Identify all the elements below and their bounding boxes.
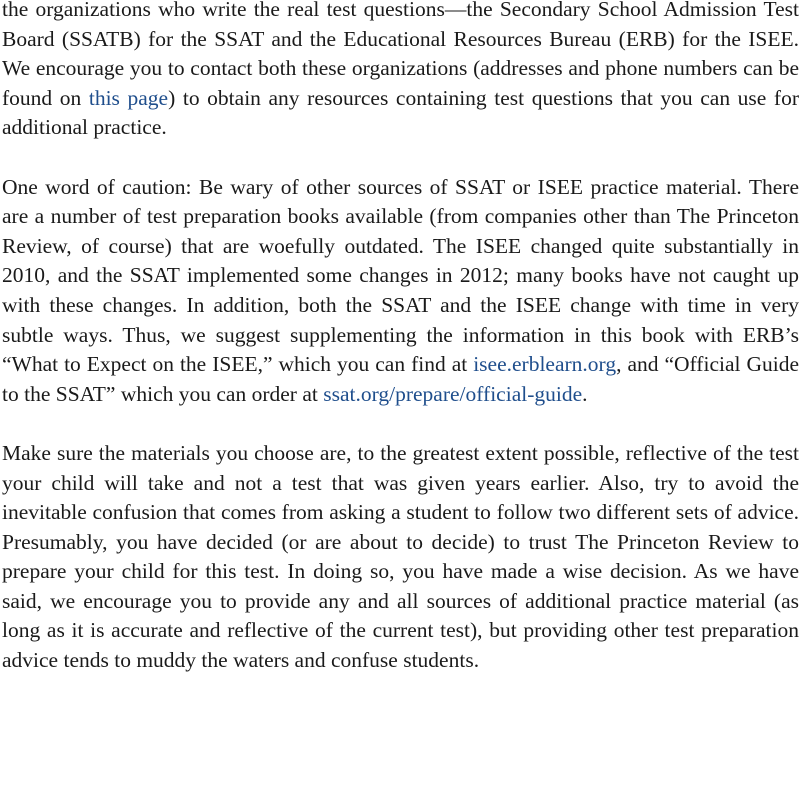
paragraph-text: . bbox=[582, 381, 588, 406]
document-page bbox=[2, 0, 799, 676]
paragraph-resources bbox=[2, 0, 799, 143]
isee-erblearn-link[interactable]: isee.erblearn.org bbox=[473, 352, 617, 377]
paragraph-text: the organizations who write the real test questions—the Secondary School Admission Test Board (SSATB) for the SSAT and the Educational Resources Bureau (ERB) for the ISEE. We encourage you to contact both these organizations (addresses and phone numbers can be found on bbox=[2, 0, 799, 110]
this-page-link[interactable]: this page bbox=[88, 85, 169, 110]
paragraph-text: , and “Official Guide to the SSAT” which you can order at bbox=[2, 352, 799, 406]
paragraph-text: ) to obtain any resources containing test questions that you can use for additional practice. bbox=[2, 85, 799, 140]
paragraph-caution bbox=[2, 173, 799, 410]
paragraph-text: One word of caution: Be wary of other sources of SSAT or ISEE practice material. There are a number of test preparation books available (from companies other than The Princeton Review, of course) that are woefully outdated. The ISEE changed quite substantially in 2010, and the SSAT implemented some changes in 2012; many books have not caught up with these changes. In addition, both the SSAT and the ISEE change with time in very subtle ways. Thus, we suggest supplementing the information in this book with ERB’s “What to Expect on the ISEE,” which you can find at bbox=[2, 174, 799, 377]
ssat-official-guide-link[interactable]: ssat.org/prepare/official-guide bbox=[323, 381, 583, 406]
paragraph-text: Make sure the materials you choose are, to the greatest extent possible, reflective of the test your child will take and not a test that was given years earlier. Also, try to avoid the inevitable confusion that comes from asking a student to follow two different sets of advice. Presumably, you have decided (or are about to decide) to trust The Princeton Review to prepare your child for this test. In doing so, you have made a wise decision. As we have said, we encourage you to provide any and all sources of additional practice material (as long as it is accurate and reflective of the current test), but providing other test preparation advice tends to muddy the waters and confuse students. bbox=[2, 440, 799, 673]
paragraph-materials bbox=[2, 439, 799, 676]
